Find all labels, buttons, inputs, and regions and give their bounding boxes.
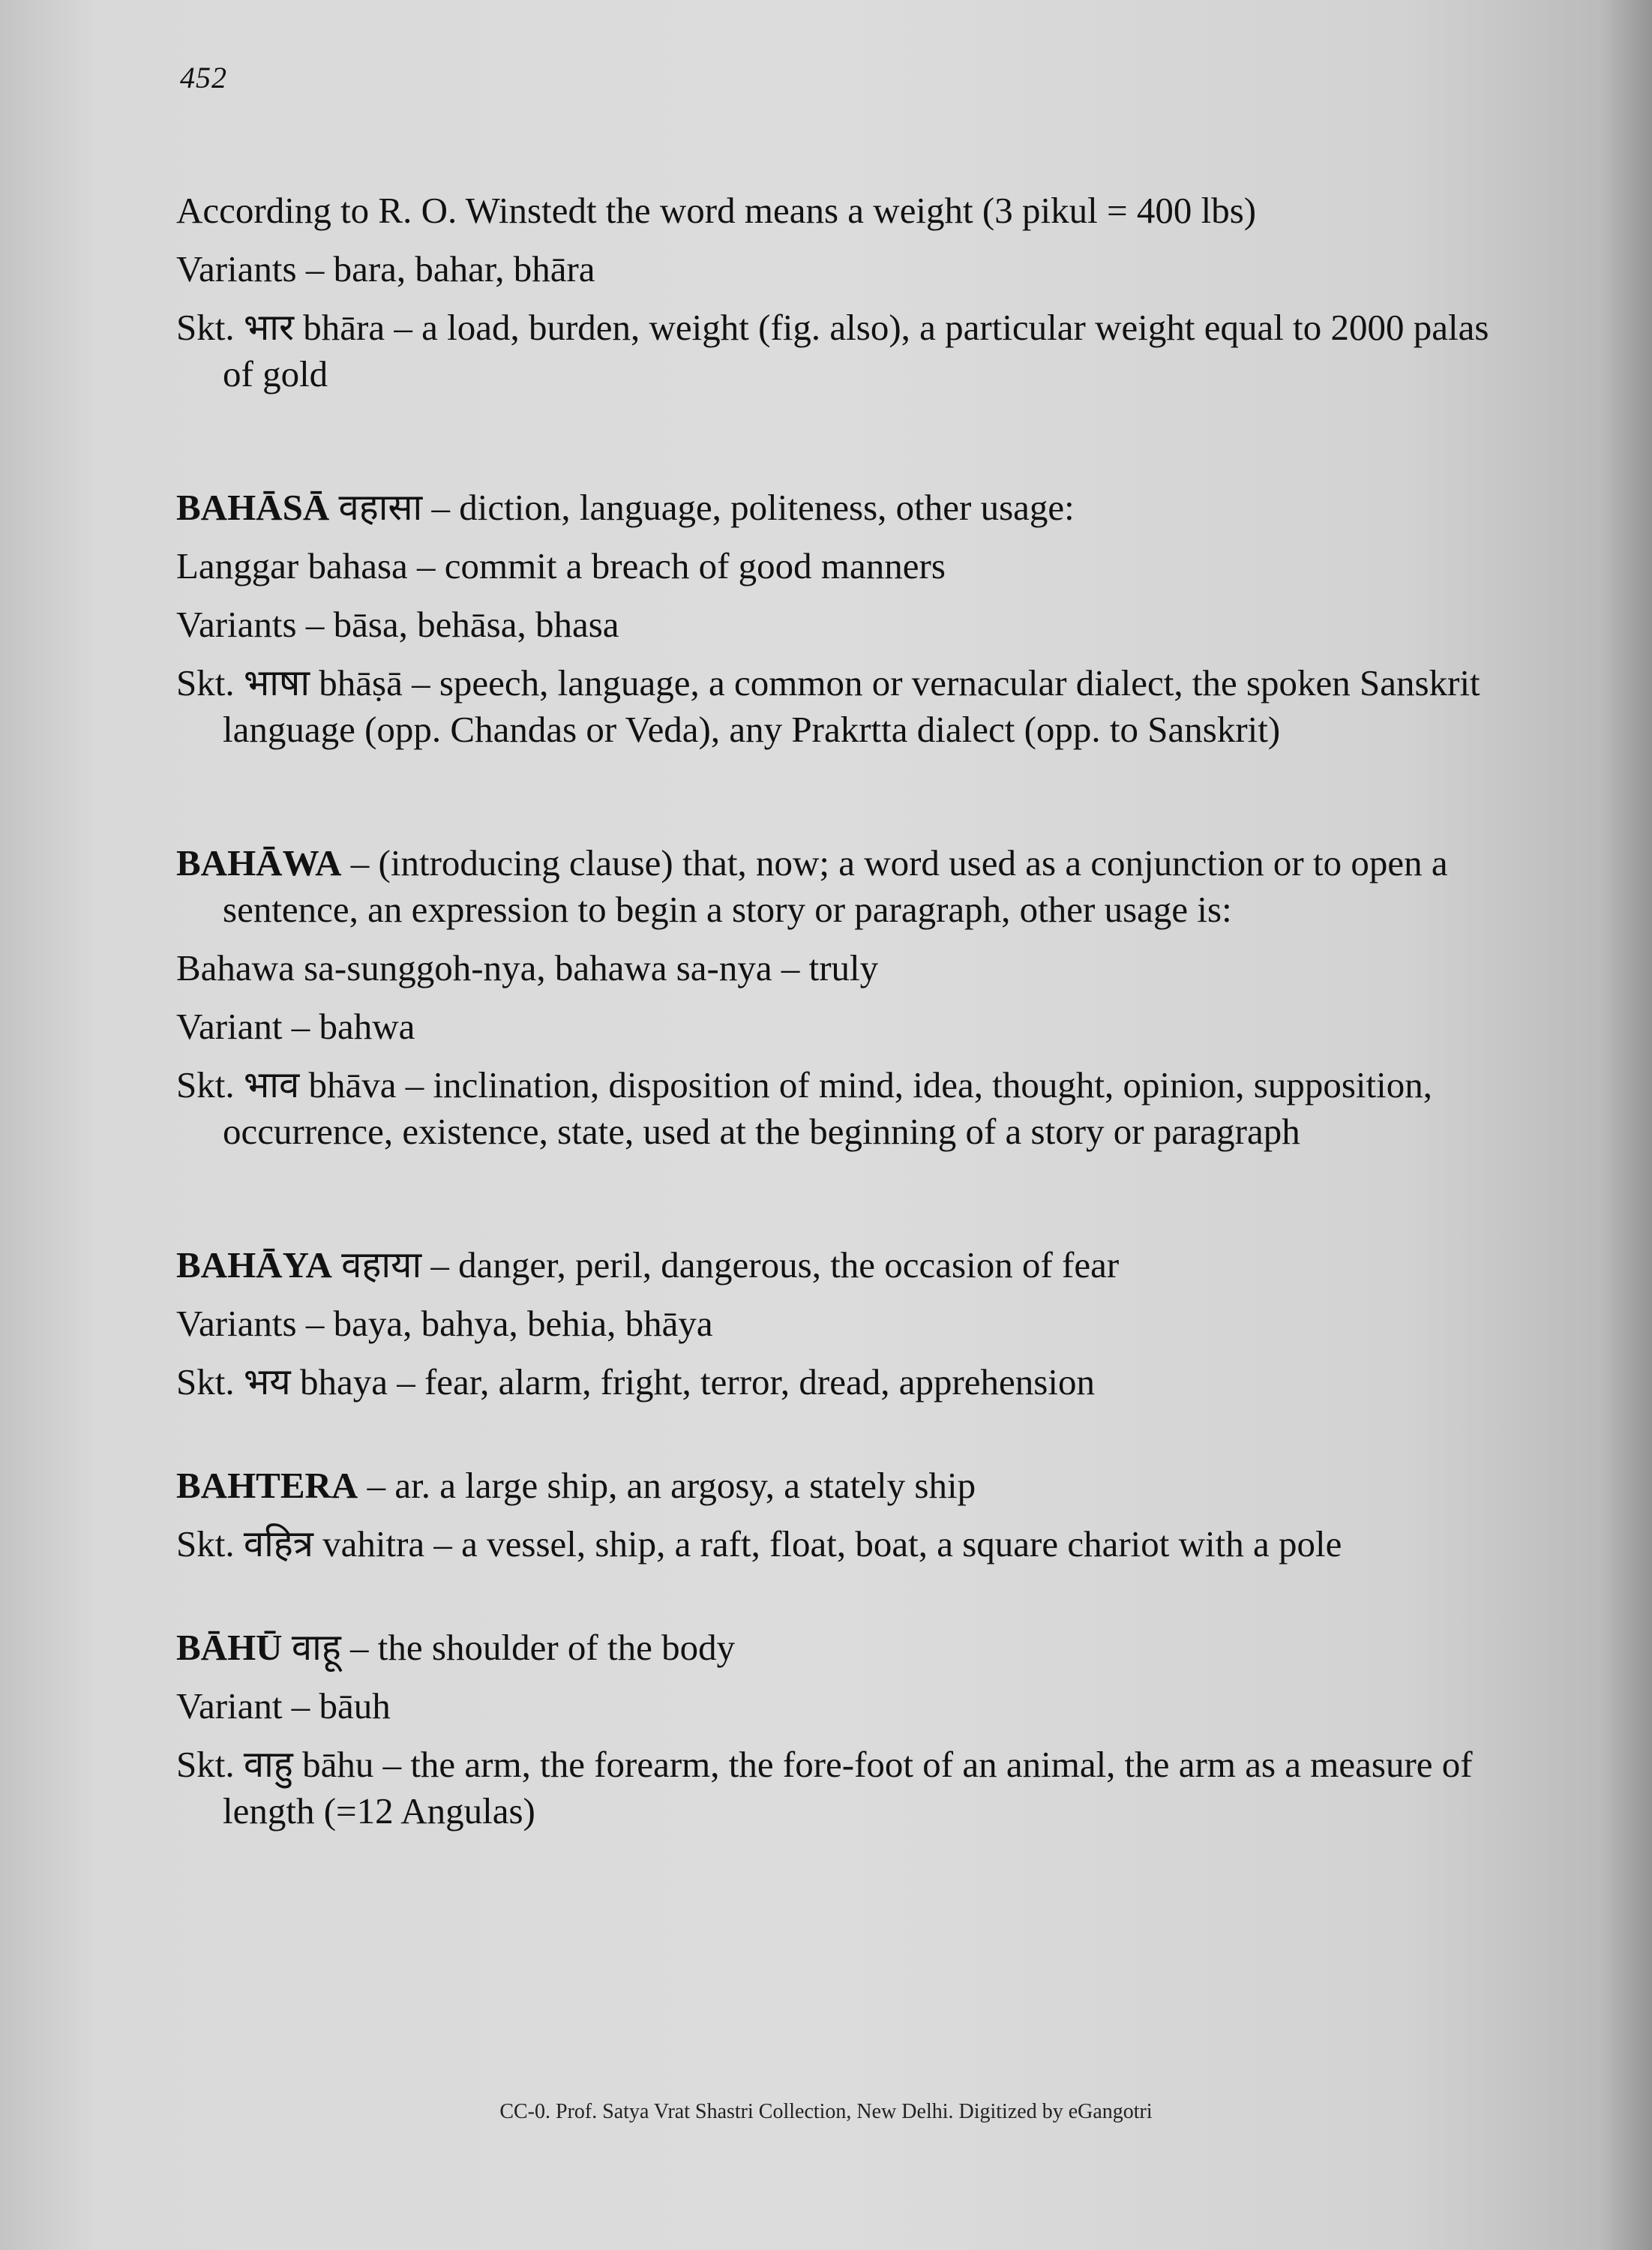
variants-line: Variant – bahwa [176,1006,415,1047]
entry-gap [176,410,1504,484]
entry-gap [176,1418,1504,1462]
entry-gap [176,1580,1504,1624]
entry-bahawa [176,840,1504,1155]
entry-bahara-continuation [176,188,1504,398]
entry-bahu [176,1624,1504,1834]
variants-line: Variants – baya, bahya, behia, bhāya [176,1303,713,1344]
sanskrit-line: Skt. वहित्र vahitra – a vessel, ship, a raft, float, boat, a square chariot with a pole [176,1523,1342,1564]
dictionary-content [176,188,1504,1846]
definition: – ar. a large ship, an argosy, a stately ship [358,1465,976,1506]
variants-line: Variants – bāsa, behāsa, bhasa [176,604,619,645]
variants-line: Variant – bāuh [176,1685,391,1726]
definition: वहाया – danger, peril, dangerous, the occasion of fear [331,1244,1120,1286]
headword: BAHTERA [176,1465,358,1506]
entry-gap [176,765,1504,840]
headword-line [176,484,1504,531]
page-number: 452 [180,61,227,94]
entry-line: Langgar bahasa – commit a breach of good manners [176,545,946,586]
headword: BAHĀYA [176,1244,332,1286]
sanskrit-line: Skt. भय bhaya – fear, alarm, fright, terror, dread, apprehension [176,1361,1095,1402]
variants-line: Variants – bara, bahar, bhāra [176,248,595,290]
headword-line [176,1624,1504,1671]
sanskrit-line: Skt. भार bhāra – a load, burden, weight (fig. also), a particular weight equal to 2000 palas of gold [176,307,1489,394]
headword-line [176,1242,1504,1288]
entry-gap [176,1167,1504,1242]
headword-line [176,840,1504,933]
headword: BĀHŪ [176,1627,283,1668]
sanskrit-line: Skt. भाव bhāva – inclination, disposition of mind, idea, thought, opinion, supposition, occurrence, existence, state, used at the beginning of a story or paragraph [176,1064,1432,1152]
digitization-footer: CC-0. Prof. Satya Vrat Shastri Collection, New Delhi. Digitized by eGangotri [499,2100,1153,2123]
entry-line: According to R. O. Winstedt the word means a weight (3 pikul = 400 lbs) [176,190,1257,231]
entry-bahaya [176,1242,1504,1406]
definition: वहासा – diction, language, politeness, other usage: [329,487,1075,528]
headword: BAHĀWA [176,842,342,884]
entry-bahasa [176,484,1504,753]
definition: – (introducing clause) that, now; a word used as a conjunction or to open a sentence, an expression to begin a story or paragraph, other usage is: [223,842,1448,930]
sanskrit-line: Skt. वाहु bāhu – the arm, the forearm, the fore-foot of an animal, the arm as a measure of length (=12 Angulas) [176,1744,1473,1832]
entry-line: Bahawa sa-sunggoh-nya, bahawa sa-nya – truly [176,947,879,988]
definition: वाहू – the shoulder of the body [282,1627,736,1668]
headword-line [176,1462,1504,1509]
headword: BAHĀSĀ [176,487,330,528]
page-edge-shadow [1600,0,1652,2250]
sanskrit-line: Skt. भाषा bhāṣā – speech, language, a common or vernacular dialect, the spoken Sanskrit language (opp. Chandas or Veda), any Prakrtta dialect (opp. to Sanskrit) [176,662,1480,750]
entry-bahtera [176,1462,1504,1568]
